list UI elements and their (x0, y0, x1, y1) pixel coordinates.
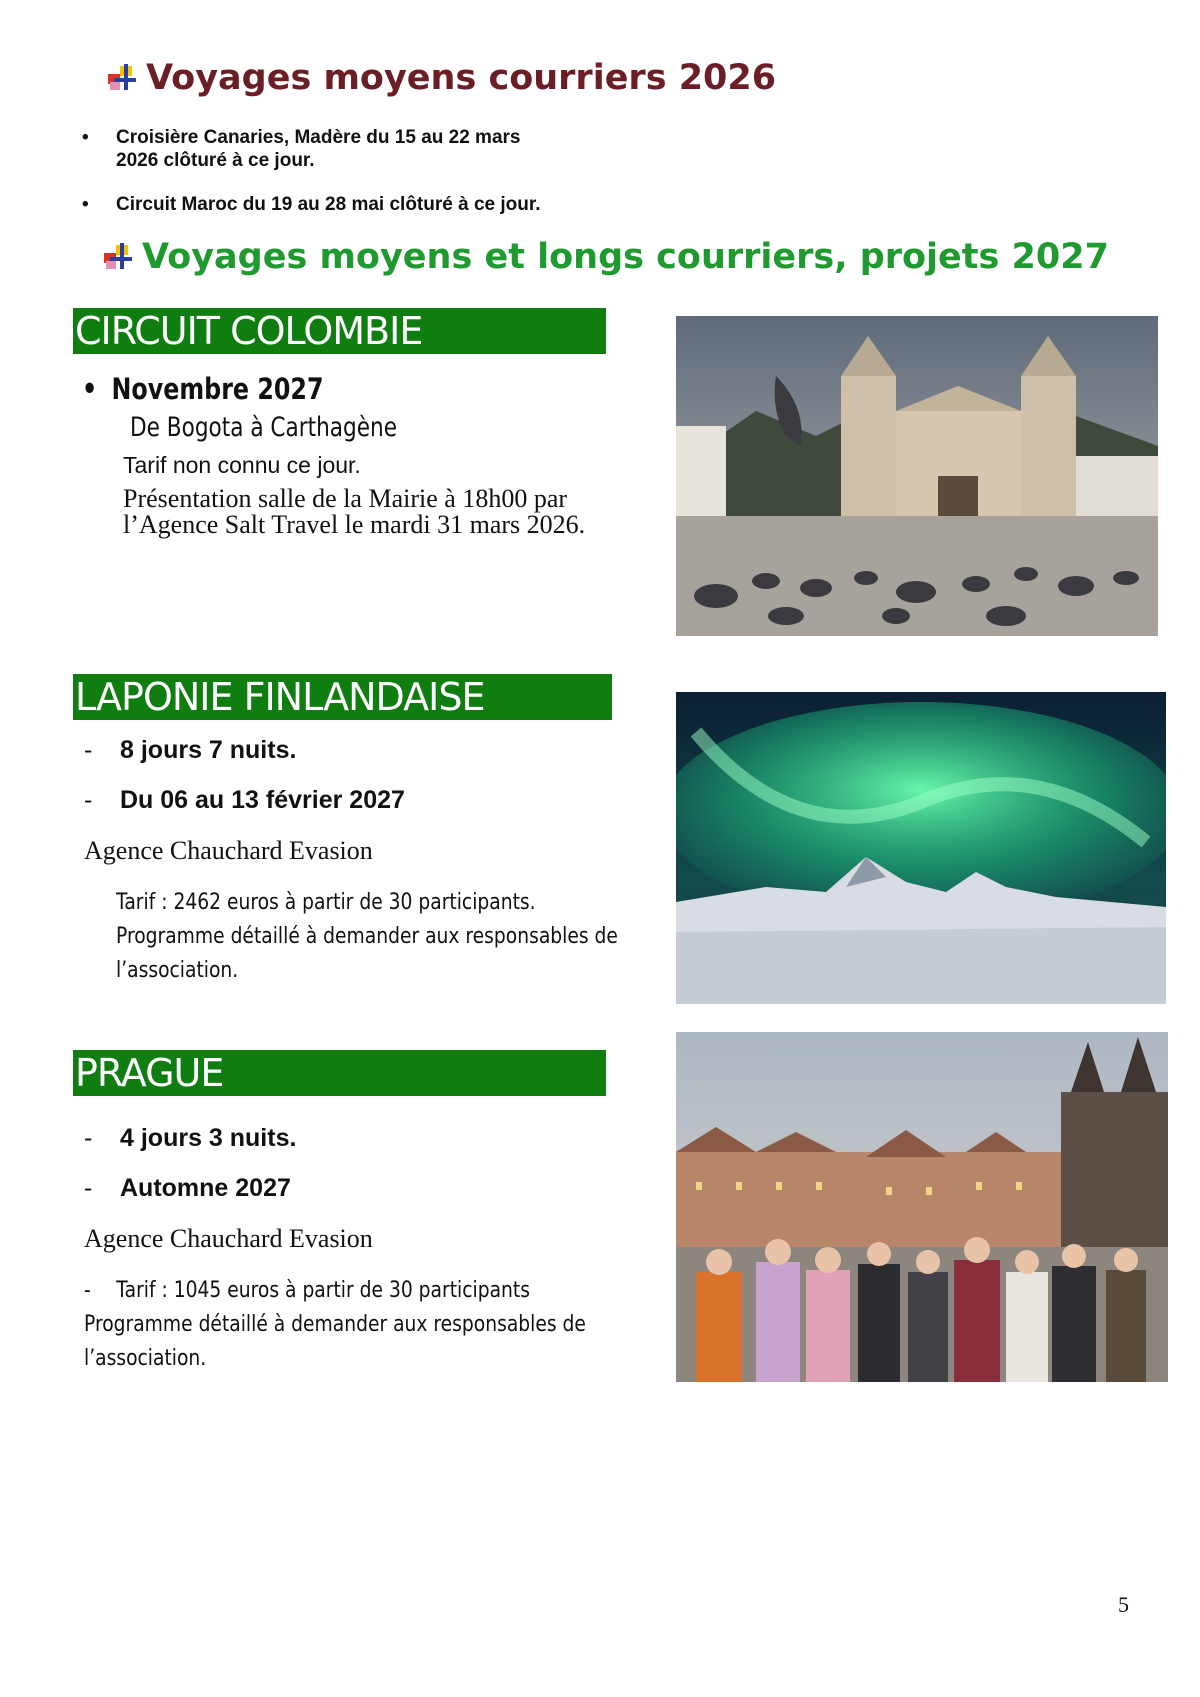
item-text: Du 06 au 13 février 2027 (120, 786, 405, 814)
list-item (82, 193, 541, 216)
tarif-text: Tarif : 1045 euros à partir de 30 participants (116, 1278, 530, 1303)
dash-marker: - (84, 736, 93, 764)
laponie-agency: Agence Chauchard Evasion (84, 836, 373, 865)
item-text: 4 jours 3 nuits. (120, 1124, 297, 1152)
colombie-tarif: Tarif non connu ce jour. (123, 452, 361, 478)
list-item (82, 126, 521, 172)
presentation-line: Présentation salle de la Mairie à 18h00 par (123, 484, 568, 513)
section-heading-2027 (104, 237, 1109, 277)
banner-laponie: LAPONIE FINLANDAISE (73, 674, 612, 720)
bogota-cathedral-photo (676, 316, 1158, 636)
tarif-line (84, 1274, 586, 1308)
item-text: Automne 2027 (120, 1174, 291, 1202)
bullet-icon: • (82, 194, 89, 215)
tarif-line: Tarif : 2462 euros à partir de 30 participants. (116, 890, 536, 915)
flag-bullet-icon (104, 243, 138, 271)
item-line: Croisière Canaries, Madère du 15 au 22 mars (116, 127, 521, 148)
colombie-route: De Bogota à Carthagène (130, 412, 397, 443)
item-line: Circuit Maroc du 19 au 28 mai clôturé à ce jour. (116, 194, 541, 215)
prague-item (84, 1124, 584, 1156)
date-text: Novembre 2027 (111, 372, 324, 406)
prague-item (84, 1174, 584, 1206)
banner-prague: PRAGUE (73, 1050, 606, 1096)
bullet-icon: • (82, 372, 98, 406)
section-title: Voyages moyens et longs courriers, projets 2027 (142, 237, 1109, 277)
laponie-details (116, 886, 618, 988)
section-heading-2026 (108, 58, 776, 98)
section-title: Voyages moyens courriers 2026 (146, 58, 777, 98)
dash-marker: - (84, 1278, 91, 1303)
dash-marker: - (84, 786, 93, 814)
programme-line: Programme détaillé à demander aux responsables de (116, 924, 618, 949)
prague-agency: Agence Chauchard Evasion (84, 1224, 373, 1253)
prague-square-photo (676, 1032, 1168, 1382)
prague-details (84, 1274, 586, 1376)
flag-bullet-icon (108, 64, 142, 92)
banner-colombie: CIRCUIT COLOMBIE (73, 308, 606, 354)
aurora-borealis-photo (676, 692, 1166, 1004)
colombie-presentation (123, 486, 585, 538)
dash-marker: - (84, 1124, 93, 1152)
page-number: 5 (1118, 1592, 1129, 1617)
colombie-date (82, 372, 324, 406)
programme-line: l’association. (116, 958, 239, 983)
item-line: 2026 clôturé à ce jour. (116, 150, 315, 171)
programme-line: Programme détaillé à demander aux responsables de (84, 1312, 586, 1337)
laponie-item (84, 736, 584, 768)
item-text: 8 jours 7 nuits. (120, 736, 297, 764)
presentation-line: l’Agence Salt Travel le mardi 31 mars 2026. (123, 510, 586, 539)
programme-line: l’association. (84, 1346, 207, 1371)
bullet-icon: • (82, 127, 89, 148)
dash-marker: - (84, 1174, 93, 1202)
laponie-item (84, 786, 584, 818)
